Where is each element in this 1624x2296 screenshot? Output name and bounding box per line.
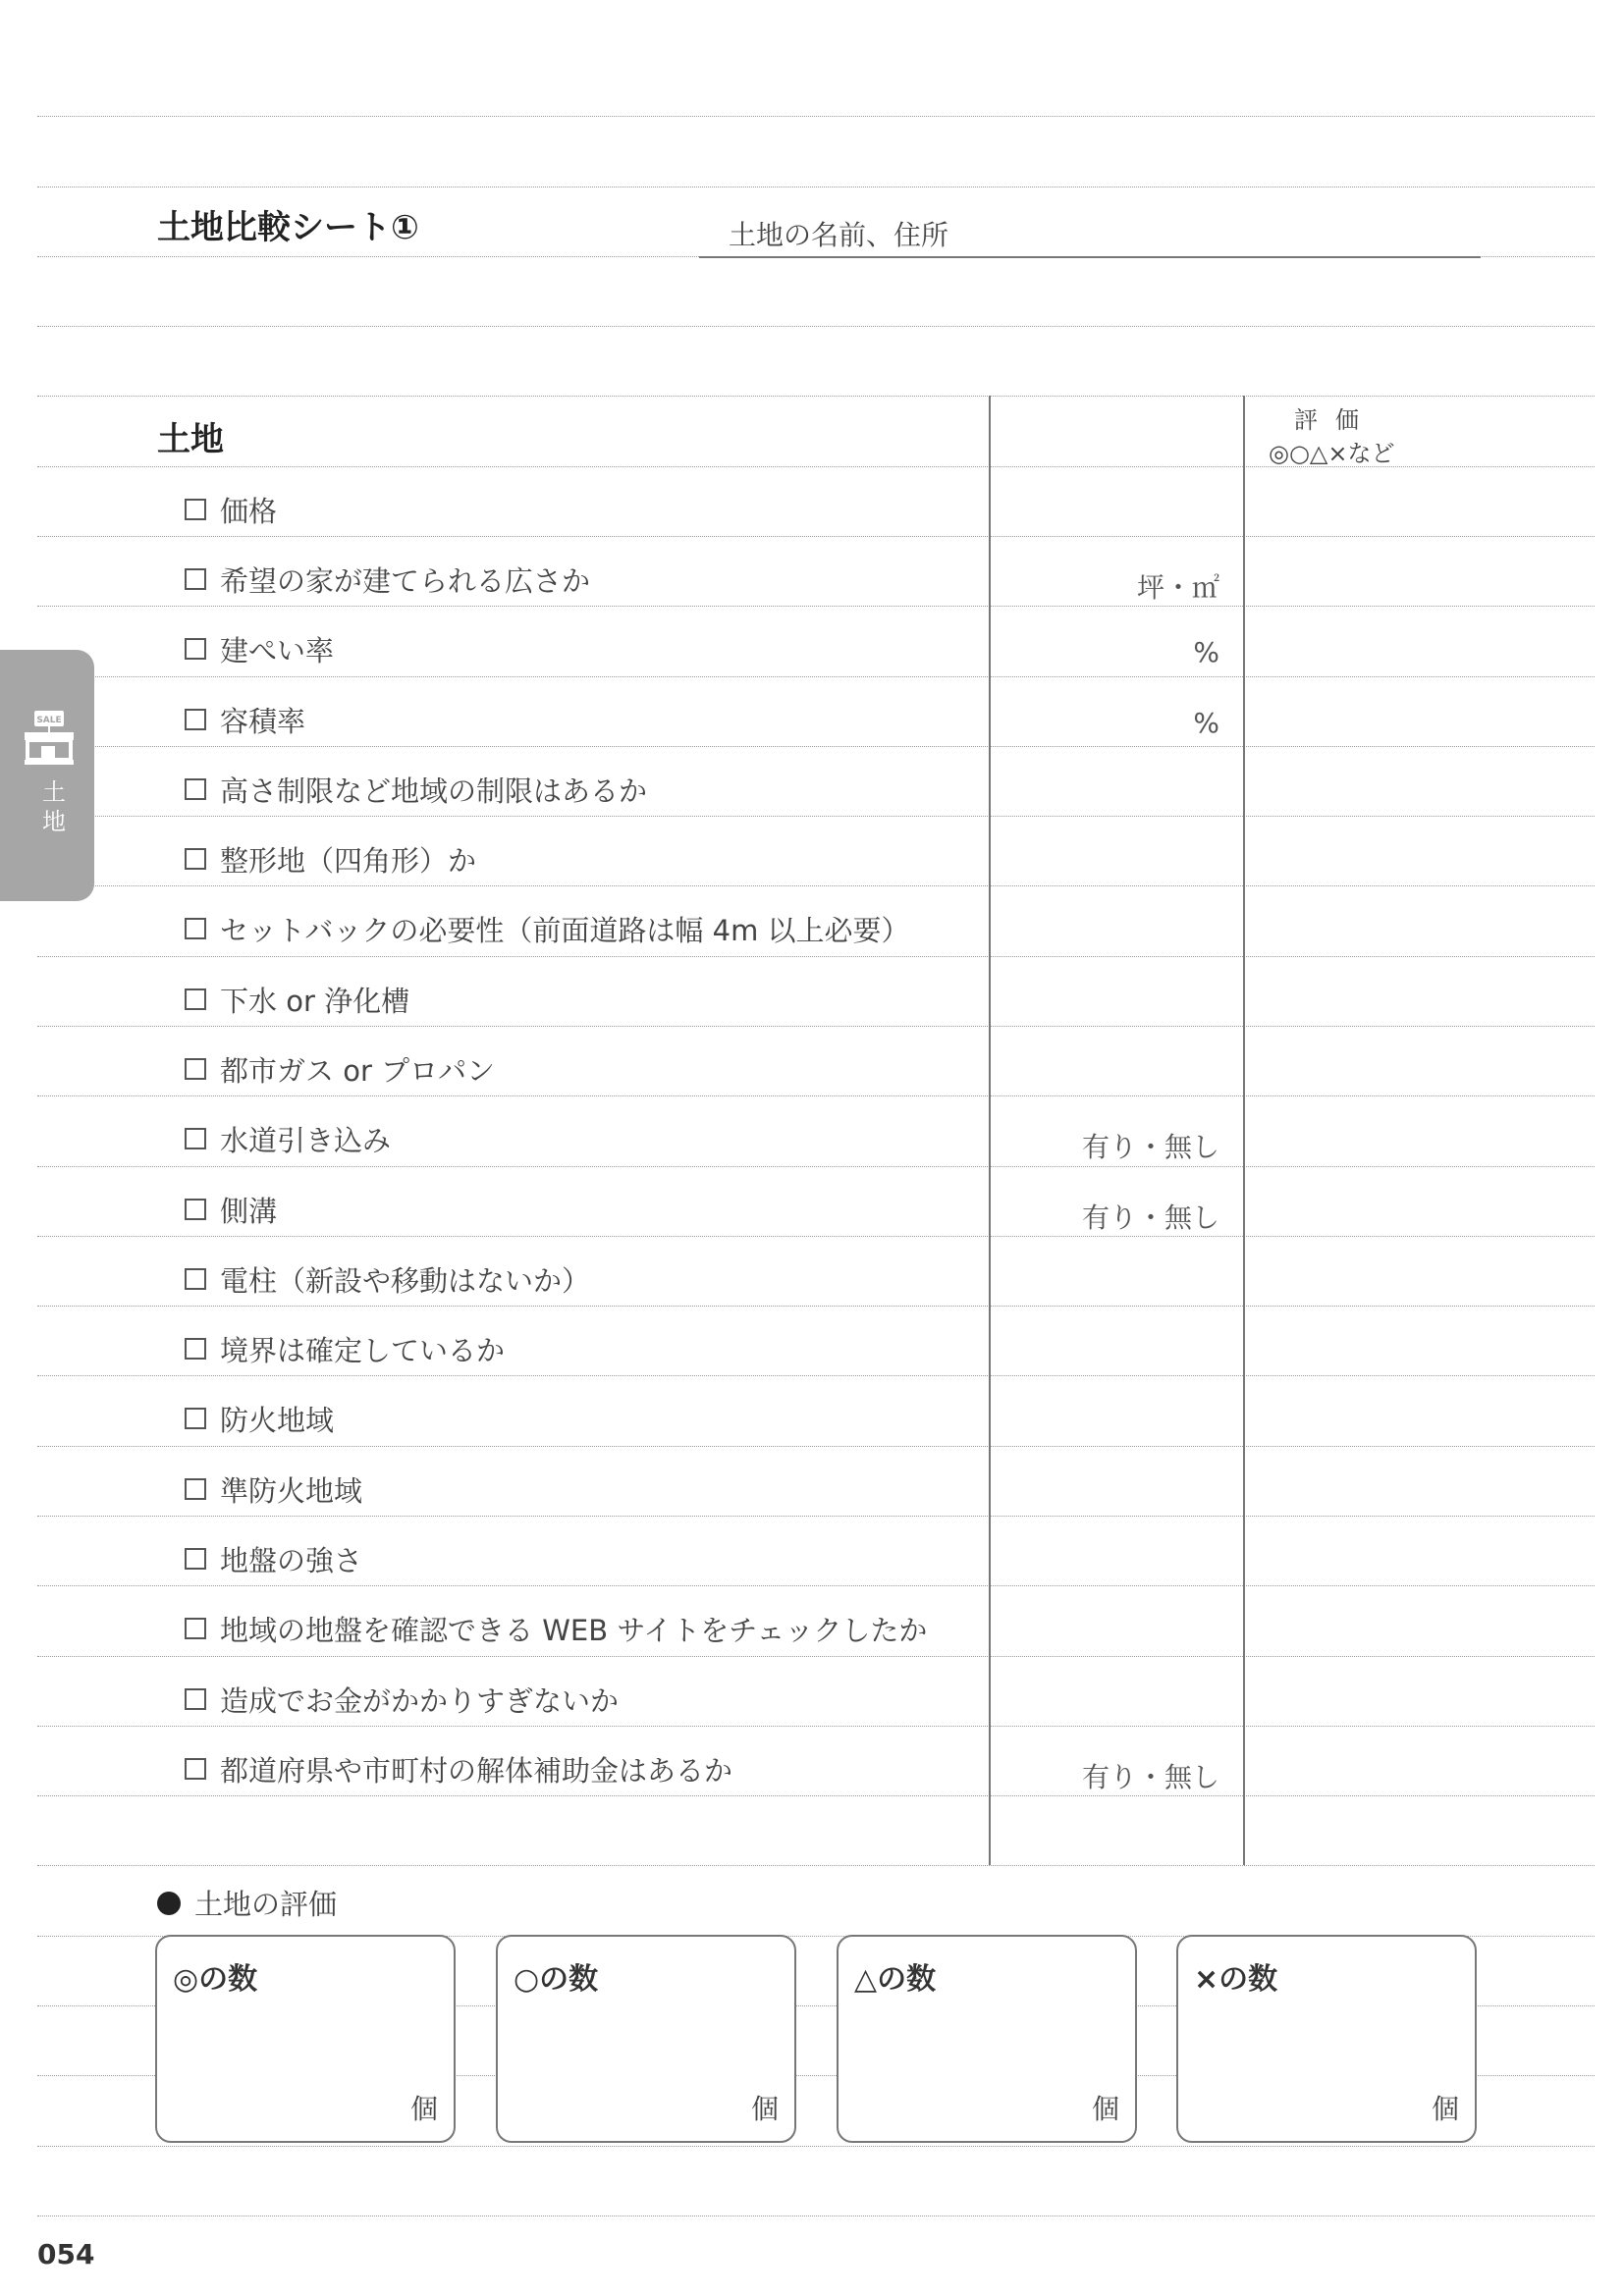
count-box-double-circle[interactable]	[155, 1935, 456, 2143]
checklist-item	[185, 1539, 362, 1578]
checkbox[interactable]	[185, 1478, 206, 1500]
checkbox[interactable]	[185, 568, 206, 590]
ruled-line	[37, 956, 1595, 957]
summary-title	[157, 1883, 337, 1923]
unit-hint-yes-no: 有り・無し	[1081, 1131, 1219, 1163]
checklist-item	[185, 1680, 619, 1719]
checklist-item-label: 希望の家が建てられる広さか	[220, 563, 591, 598]
checklist-item	[185, 1399, 334, 1438]
checkbox[interactable]	[185, 1618, 206, 1639]
checklist-item-label: 価格	[220, 494, 278, 528]
ruled-line	[37, 1656, 1595, 1657]
count-box-triangle[interactable]	[837, 1935, 1137, 2143]
checklist-item	[185, 1119, 391, 1158]
side-tab-label: 土地	[42, 778, 66, 835]
ruled-line	[37, 1446, 1595, 1447]
count-box-unit: 個	[409, 2093, 438, 2125]
checklist-item-label: 電柱（新設や移動はないか）	[220, 1263, 591, 1298]
checklist-item	[185, 909, 910, 948]
checklist-item	[185, 700, 305, 739]
checkbox[interactable]	[185, 918, 206, 939]
checklist-item	[185, 1329, 505, 1368]
checklist-item-label: 下水 or 浄化槽	[220, 984, 410, 1018]
count-box-unit: 個	[1091, 2093, 1119, 2125]
checklist-item-label: 準防火地域	[220, 1473, 363, 1508]
svg-text:SALE: SALE	[36, 716, 62, 725]
checklist-item-label: 地盤の強さ	[220, 1543, 363, 1577]
checkbox[interactable]	[185, 1688, 206, 1710]
ruled-line	[37, 1306, 1595, 1307]
ruled-line	[37, 2146, 1595, 2147]
checklist-item-label: 地域の地盤を確認できる WEB サイトをチェックしたか	[220, 1613, 928, 1647]
checklist-item-label: 建ぺい率	[220, 633, 335, 667]
checkbox[interactable]	[185, 988, 206, 1010]
ruled-line	[37, 1726, 1595, 1727]
checklist-item	[185, 1259, 590, 1299]
count-box-unit: 個	[1431, 2093, 1459, 2125]
count-box-circle[interactable]	[496, 1935, 796, 2143]
checkbox[interactable]	[185, 848, 206, 870]
ruled-line	[37, 396, 1595, 397]
checklist-item-label: 境界は確定しているか	[220, 1333, 506, 1367]
ruled-line	[37, 326, 1595, 327]
checkbox[interactable]	[185, 1758, 206, 1780]
checklist-item-label: 容積率	[220, 704, 306, 738]
ruled-line	[37, 536, 1595, 537]
checklist-item-label: 水道引き込み	[220, 1123, 392, 1157]
ruled-line	[37, 746, 1595, 747]
ruled-line	[37, 1375, 1595, 1376]
ruled-line	[37, 816, 1595, 817]
checkbox[interactable]	[185, 778, 206, 800]
count-box-label: ◎の数	[173, 1962, 258, 1997]
checkbox[interactable]	[185, 1408, 206, 1429]
checklist-item	[185, 1749, 732, 1789]
address-field[interactable]	[699, 256, 1481, 258]
unit-hint-percent: %	[1193, 636, 1219, 668]
checklist-item	[185, 1609, 927, 1648]
section-title: 土地	[157, 420, 224, 459]
checkbox[interactable]	[185, 1338, 206, 1360]
checklist-item	[185, 1190, 277, 1229]
checklist-item	[185, 980, 409, 1019]
checkbox[interactable]	[185, 499, 206, 520]
checklist-item	[185, 560, 590, 599]
ruled-line	[37, 1516, 1595, 1517]
checkbox[interactable]	[185, 1058, 206, 1080]
checklist-item-label: 高さ制限など地域の制限はあるか	[220, 774, 648, 808]
ruled-line	[37, 1026, 1595, 1027]
checklist-item-label: 防火地域	[220, 1403, 335, 1437]
unit-hint-yes-no: 有り・無し	[1081, 1761, 1219, 1793]
checklist-item-label: セットバックの必要性（前面道路は幅 4m 以上必要）	[220, 913, 910, 947]
ruled-line	[37, 1166, 1595, 1167]
eval-column-header: 評価	[1294, 406, 1377, 434]
checklist-item	[185, 490, 277, 529]
checkbox[interactable]	[185, 1128, 206, 1149]
ruled-line	[37, 606, 1595, 607]
checklist-item-label: 都道府県や市町村の解体補助金はあるか	[220, 1753, 733, 1788]
column-divider-eval	[1243, 396, 1245, 1865]
ruled-line	[37, 1865, 1595, 1866]
ruled-line	[37, 1095, 1595, 1096]
page-title: 土地比較シート①	[157, 208, 419, 247]
checklist-item	[185, 629, 334, 668]
ruled-line	[37, 1585, 1595, 1586]
checklist-item	[185, 770, 647, 809]
ruled-line	[37, 116, 1595, 117]
checklist-item	[185, 839, 476, 879]
ruled-line	[37, 1236, 1595, 1237]
count-box-label: △の数	[854, 1962, 937, 1997]
checkbox[interactable]	[185, 709, 206, 730]
unit-hint-yes-no: 有り・無し	[1081, 1201, 1219, 1234]
summary-title-text: 土地の評価	[194, 1888, 338, 1921]
address-field-label: 土地の名前、住所	[729, 219, 949, 251]
ruled-line	[37, 885, 1595, 886]
unit-hint-area: 坪・㎡	[1136, 571, 1219, 604]
count-box-label: ○の数	[514, 1962, 599, 1997]
checklist-item	[185, 1469, 362, 1509]
checklist-item	[185, 1049, 495, 1089]
checkbox[interactable]	[185, 638, 206, 660]
checkbox[interactable]	[185, 1548, 206, 1570]
side-tab	[0, 650, 94, 901]
column-divider-unit	[989, 396, 991, 1865]
checklist-item-label: 側溝	[220, 1194, 278, 1228]
bullet-icon	[157, 1892, 181, 1915]
unit-hint-percent: %	[1193, 707, 1219, 739]
checklist-item-label: 造成でお金がかかりすぎないか	[220, 1683, 620, 1718]
checkbox[interactable]	[185, 1268, 206, 1290]
ruled-line	[37, 1795, 1595, 1796]
checkbox[interactable]	[185, 1199, 206, 1220]
count-box-cross[interactable]	[1176, 1935, 1477, 2143]
sale-shop-icon	[22, 711, 77, 770]
checklist-item-label: 都市ガス or プロパン	[220, 1053, 496, 1088]
ruled-line	[37, 676, 1595, 677]
checklist-item-label: 整形地（四角形）か	[220, 843, 477, 878]
count-box-unit: 個	[750, 2093, 779, 2125]
count-box-label: ×の数	[1194, 1962, 1278, 1997]
eval-column-hint: ◎○△×など	[1269, 440, 1395, 467]
page-number: 054	[37, 2238, 95, 2270]
